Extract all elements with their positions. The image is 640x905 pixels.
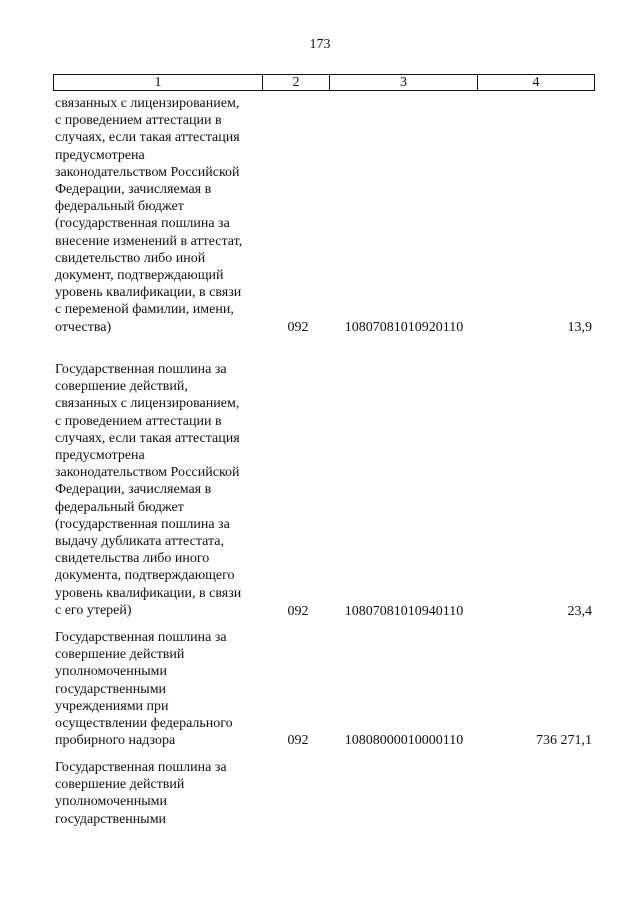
amount: 23,4 (567, 604, 592, 619)
column-header-3: 3 (330, 75, 478, 90)
column-header-4: 4 (532, 75, 540, 90)
amount: 736 271,1 (536, 733, 592, 748)
admin-code: 092 (287, 733, 309, 748)
admin-code: 092 (287, 604, 309, 619)
column-header-1: 1 (54, 75, 263, 90)
amount: 13,9 (567, 320, 592, 335)
row-description: связанных с лицензированием, с проведением аттестации в случаях, если такая аттестация предусмотрена законодательством Российской Федерации, зачисляемая в федеральный бюджет (государственная пошлина за внесение изменений в аттестат, свидетельство либо иной документ, подтверждающий уровень квалификации, в связи с переменой фамилии, имени, отчества) (55, 96, 243, 335)
budget-classification-code: 10808000010000110 (344, 733, 464, 748)
column-header-2: 2 (263, 75, 330, 90)
row-description: Государственная пошлина за совершение действий уполномоченными государственными учреждениями при осуществлении федерального пробирного надзора (55, 630, 233, 749)
row-description: Государственная пошлина за совершение действий, связанных с лицензированием, с проведением аттестации в случаях, если такая аттестация предусмотрена законодательством Российской Федерации, зачисляемая в федеральный бюджет (государственная пошлина за выдачу дубликата аттестата, свидетельства либо иного документа, подтверждающего уровень квалификации, в связи с его утерей) (55, 362, 242, 618)
table-header (53, 74, 595, 91)
budget-classification-code: 10807081010940110 (344, 604, 464, 619)
page-number: 173 (309, 37, 331, 52)
row-description: Государственная пошлина за совершение действий уполномоченными государственными (55, 760, 227, 827)
budget-classification-code: 10807081010920110 (344, 320, 464, 335)
admin-code: 092 (287, 320, 309, 335)
